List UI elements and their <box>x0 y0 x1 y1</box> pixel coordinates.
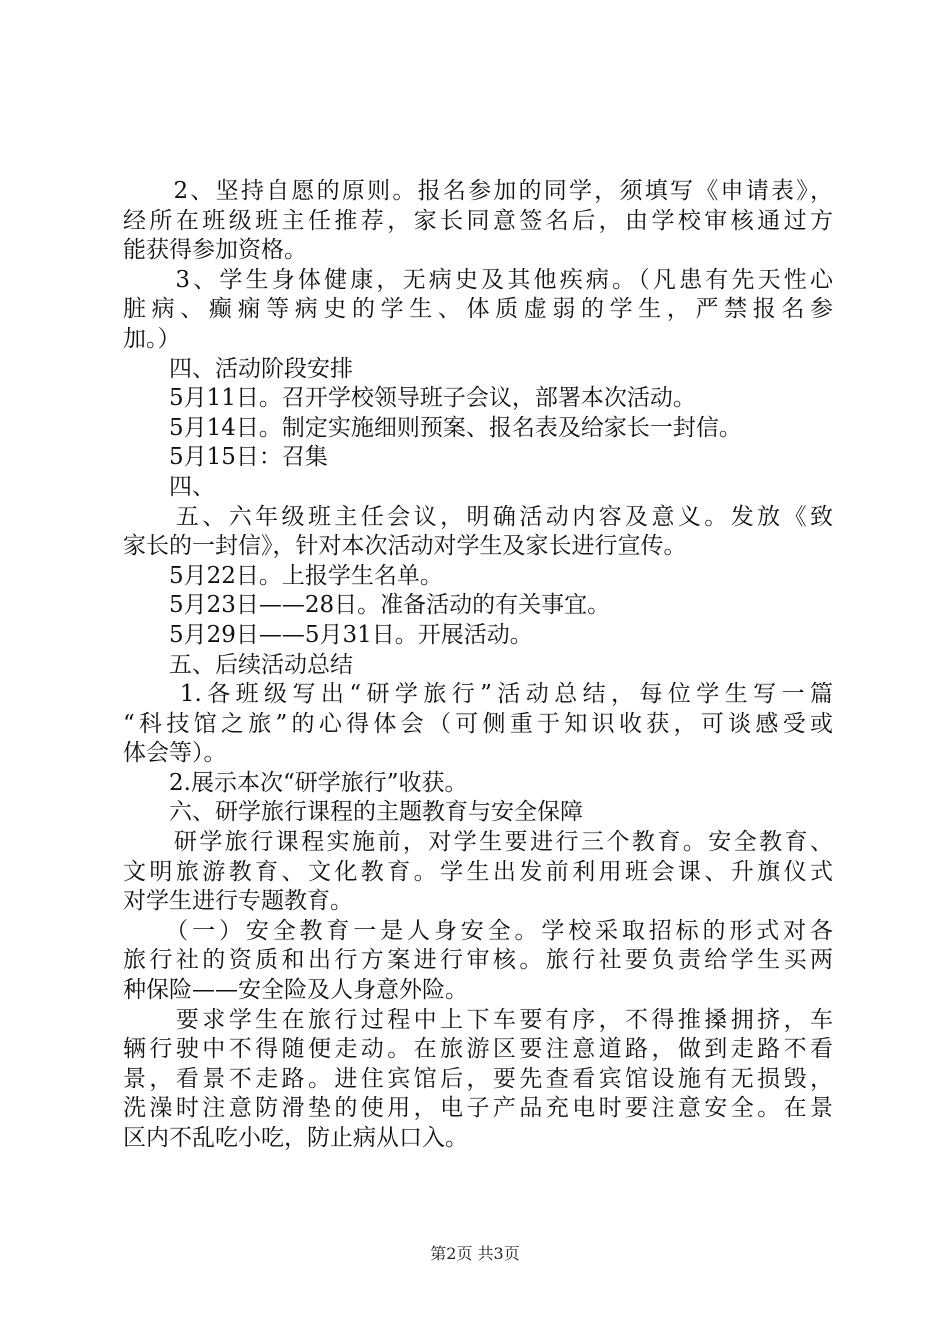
page-footer: 第2页 共3页 <box>430 1244 520 1263</box>
text-line: 要求学生在旅行过程中上下车要有序，不得推搡拥挤，车 <box>123 1006 833 1033</box>
text-line: 能获得参加资格。 <box>123 237 307 264</box>
text-line: 1.各班级写出“研学旅行”活动总结，每位学生写一篇 <box>123 681 833 708</box>
document-body <box>123 177 833 1154</box>
text-line: 2、坚持自愿的原则。报名参加的同学，须填写《申请表》， <box>123 178 833 204</box>
section-heading: 四、活动阶段安排 <box>123 355 353 382</box>
text-line: 2.展示本次“研学旅行”收获。 <box>123 769 468 796</box>
text-line: 区内不乱吃小吃，防止病从口入。 <box>123 1125 468 1151</box>
text-line: 5月11日。召开学校领导班子会议，部署本次活动。 <box>123 385 696 412</box>
text-line: 5月29日——5月31日。开展活动。 <box>123 621 533 648</box>
text-line: 研学旅行课程实施前，对学生要进行三个教育。安全教育、 <box>123 829 833 856</box>
text-line: 文明旅游教育、文化教育。学生出发前利用班会课、升旗仪式 <box>123 858 833 885</box>
text-line: 体会等）。 <box>123 740 227 767</box>
text-line: 5月14日。制定实施细则预案、报名表及给家长一封信。 <box>123 414 742 441</box>
text-line: 四、 <box>123 473 215 500</box>
text-line: 5月22日。上报学生名单。 <box>123 562 443 589</box>
text-line: 5月23日——28日。准备活动的有关事宜。 <box>123 592 611 619</box>
text-line: 种保险——安全险及人身意外险。 <box>123 977 468 1004</box>
section-heading: 六、研学旅行课程的主题教育与安全保障 <box>123 799 583 826</box>
text-line: （一）安全教育一是人身安全。学校采取招标的形式对各 <box>123 917 833 944</box>
text-line: “科技馆之旅”的心得体会（可侧重于知识收获，可谈感受或 <box>123 710 833 737</box>
text-line: 家长的一封信》，针对本次活动对学生及家长进行宣传。 <box>123 533 687 560</box>
text-line: 洗澡时注意防滑垫的使用，电子产品充电时要注意安全。在景 <box>123 1095 833 1122</box>
text-line: 加。） <box>123 325 181 352</box>
text-line: 3、学生身体健康，无病史及其他疾病。（凡患有先天性心 <box>123 266 833 293</box>
text-line: 五、六年级班主任会议，明确活动内容及意义。发放《致 <box>123 503 833 530</box>
text-line: 辆行驶中不得随便走动。在旅游区要注意道路，做到走路不看 <box>123 1036 833 1063</box>
text-line: 对学生进行专题教育。 <box>123 888 353 915</box>
text-line: 5月15日：召集 <box>123 444 328 471</box>
text-line: 旅行社的资质和出行方案进行审核。旅行社要负责给学生买两 <box>123 947 833 974</box>
text-line: 景，看景不走路。进住宾馆后，要先查看宾馆设施有无损毁， <box>123 1065 833 1092</box>
text-line: 脏病、癫痫等病史的学生、体质虚弱的学生，严禁报名参 <box>123 296 833 323</box>
section-heading: 五、后续活动总结 <box>123 651 353 678</box>
text-line: 经所在班级班主任推荐，家长同意签名后，由学校审核通过方 <box>123 207 833 234</box>
